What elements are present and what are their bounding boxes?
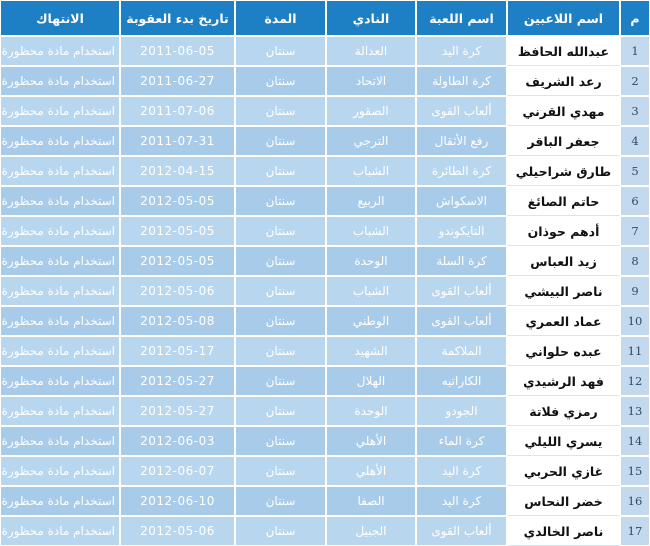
cell-start-date: 2011-07-06 [120,96,235,126]
cell-num: 9 [620,276,650,306]
cell-duration: سنتان [235,486,326,516]
header-violation: الانتهاك [0,0,120,36]
cell-club: الوحدة [326,396,416,426]
cell-duration: سنتان [235,366,326,396]
table-row [0,66,650,96]
cell-violation: استخدام مادة محظورة [0,456,120,486]
cell-player: ناصر الخالدي [507,516,620,546]
cell-sport: كرة اليد [416,36,507,66]
cell-duration: سنتان [235,276,326,306]
cell-duration: سنتان [235,246,326,276]
cell-duration: سنتان [235,516,326,546]
cell-sport: ألعاب القوى [416,516,507,546]
cell-sport: كرة الطاولة [416,66,507,96]
cell-violation: استخدام مادة محظورة [0,366,120,396]
cell-start-date: 2011-06-27 [120,66,235,96]
table-row [0,366,650,396]
cell-violation: استخدام مادة محظورة [0,336,120,366]
cell-start-date: 2012-05-27 [120,396,235,426]
cell-sport: كرة اليد [416,486,507,516]
cell-start-date: 2012-05-06 [120,516,235,546]
cell-violation: استخدام مادة محظورة [0,486,120,516]
cell-duration: سنتان [235,126,326,156]
cell-start-date: 2012-04-15 [120,156,235,186]
cell-sport: الجودو [416,396,507,426]
cell-start-date: 2012-06-10 [120,486,235,516]
header-num: م [620,0,650,36]
cell-num: 2 [620,66,650,96]
cell-player: عماد العمري [507,306,620,336]
cell-num: 12 [620,366,650,396]
header-row [0,0,650,36]
cell-club: الشباب [326,276,416,306]
table-row [0,36,650,66]
table-body [0,36,650,546]
header-player: اسم اللاعبين [507,0,620,36]
cell-club: الوطني [326,306,416,336]
table-row [0,156,650,186]
cell-num: 5 [620,156,650,186]
cell-sport: كرة السلة [416,246,507,276]
cell-num: 15 [620,456,650,486]
cell-sport: كرة اليد [416,456,507,486]
cell-sport: الاسكواش [416,186,507,216]
cell-start-date: 2011-06-05 [120,36,235,66]
cell-start-date: 2012-05-27 [120,366,235,396]
cell-player: رعد الشريف [507,66,620,96]
table-row [0,486,650,516]
table-row [0,396,650,426]
cell-club: الأهلي [326,426,416,456]
table-row [0,126,650,156]
cell-club: الأهلي [326,456,416,486]
cell-start-date: 2011-07-31 [120,126,235,156]
cell-duration: سنتان [235,66,326,96]
cell-violation: استخدام مادة محظورة [0,36,120,66]
cell-sport: ألعاب القوى [416,96,507,126]
header-club: النادي [326,0,416,36]
cell-duration: سنتان [235,426,326,456]
cell-club: الترجي [326,126,416,156]
table-row [0,96,650,126]
cell-duration: سنتان [235,36,326,66]
cell-club: الصفا [326,486,416,516]
cell-violation: استخدام مادة محظورة [0,516,120,546]
cell-num: 1 [620,36,650,66]
cell-club: العدالة [326,36,416,66]
header-duration: المدة [235,0,326,36]
cell-duration: سنتان [235,396,326,426]
cell-violation: استخدام مادة محظورة [0,96,120,126]
cell-num: 16 [620,486,650,516]
cell-sport: رفع الأثقال [416,126,507,156]
table-row [0,216,650,246]
cell-sport: الملاكمة [416,336,507,366]
cell-duration: سنتان [235,186,326,216]
cell-violation: استخدام مادة محظورة [0,426,120,456]
table-row [0,516,650,546]
cell-sport: كرة الطائرة [416,156,507,186]
cell-sport: كرة الماء [416,426,507,456]
cell-num: 4 [620,126,650,156]
cell-num: 3 [620,96,650,126]
cell-duration: سنتان [235,456,326,486]
cell-violation: استخدام مادة محظورة [0,396,120,426]
cell-player: مهدي القرني [507,96,620,126]
cell-sport: ألعاب القوى [416,306,507,336]
cell-start-date: 2012-05-05 [120,186,235,216]
cell-start-date: 2012-05-08 [120,306,235,336]
cell-num: 17 [620,516,650,546]
cell-violation: استخدام مادة محظورة [0,306,120,336]
cell-player: ناصر البيشي [507,276,620,306]
cell-player: غازي الحربي [507,456,620,486]
table-row [0,186,650,216]
cell-violation: استخدام مادة محظورة [0,276,120,306]
table-row [0,336,650,366]
cell-num: 8 [620,246,650,276]
cell-player: طارق شراحيلي [507,156,620,186]
cell-num: 13 [620,396,650,426]
table-row [0,306,650,336]
cell-club: الصقور [326,96,416,126]
cell-sport: ألعاب القوى [416,276,507,306]
cell-player: عبدالله الحافظ [507,36,620,66]
cell-violation: استخدام مادة محظورة [0,246,120,276]
cell-duration: سنتان [235,156,326,186]
cell-violation: استخدام مادة محظورة [0,66,120,96]
cell-club: الاتحاد [326,66,416,96]
cell-sport: التايكوندو [416,216,507,246]
cell-violation: استخدام مادة محظورة [0,126,120,156]
cell-club: الهلال [326,366,416,396]
cell-club: الشهيد [326,336,416,366]
cell-player: فهد الرشيدي [507,366,620,396]
table-row [0,246,650,276]
cell-player: زيد العباس [507,246,620,276]
cell-start-date: 2012-05-17 [120,336,235,366]
header-sport: اسم اللعبة [416,0,507,36]
cell-violation: استخدام مادة محظورة [0,186,120,216]
cell-duration: سنتان [235,306,326,336]
cell-start-date: 2012-06-07 [120,456,235,486]
cell-num: 14 [620,426,650,456]
cell-player: يسري الليلي [507,426,620,456]
table-row [0,426,650,456]
header-start-date: تاريخ بدء العقوبة [120,0,235,36]
cell-player: رمزي فلاتة [507,396,620,426]
cell-start-date: 2012-05-05 [120,216,235,246]
cell-num: 7 [620,216,650,246]
cell-start-date: 2012-05-06 [120,276,235,306]
cell-duration: سنتان [235,96,326,126]
cell-sport: الكاراتيه [416,366,507,396]
cell-club: الوحدة [326,246,416,276]
cell-num: 10 [620,306,650,336]
cell-club: الجبيل [326,516,416,546]
cell-player: جعفر الباقر [507,126,620,156]
cell-violation: استخدام مادة محظورة [0,156,120,186]
cell-start-date: 2012-06-03 [120,426,235,456]
cell-club: الشباب [326,216,416,246]
cell-duration: سنتان [235,216,326,246]
cell-club: الشباب [326,156,416,186]
table-header [0,0,650,36]
cell-player: حاتم الصائغ [507,186,620,216]
cell-duration: سنتان [235,336,326,366]
table-row [0,456,650,486]
cell-club: الربيع [326,186,416,216]
cell-player: خضر النحاس [507,486,620,516]
cell-violation: استخدام مادة محظورة [0,216,120,246]
cell-player: أدهم حوذان [507,216,620,246]
cell-num: 11 [620,336,650,366]
cell-start-date: 2012-05-05 [120,246,235,276]
cell-num: 6 [620,186,650,216]
cell-player: عبده حلواني [507,336,620,366]
table-row [0,276,650,306]
